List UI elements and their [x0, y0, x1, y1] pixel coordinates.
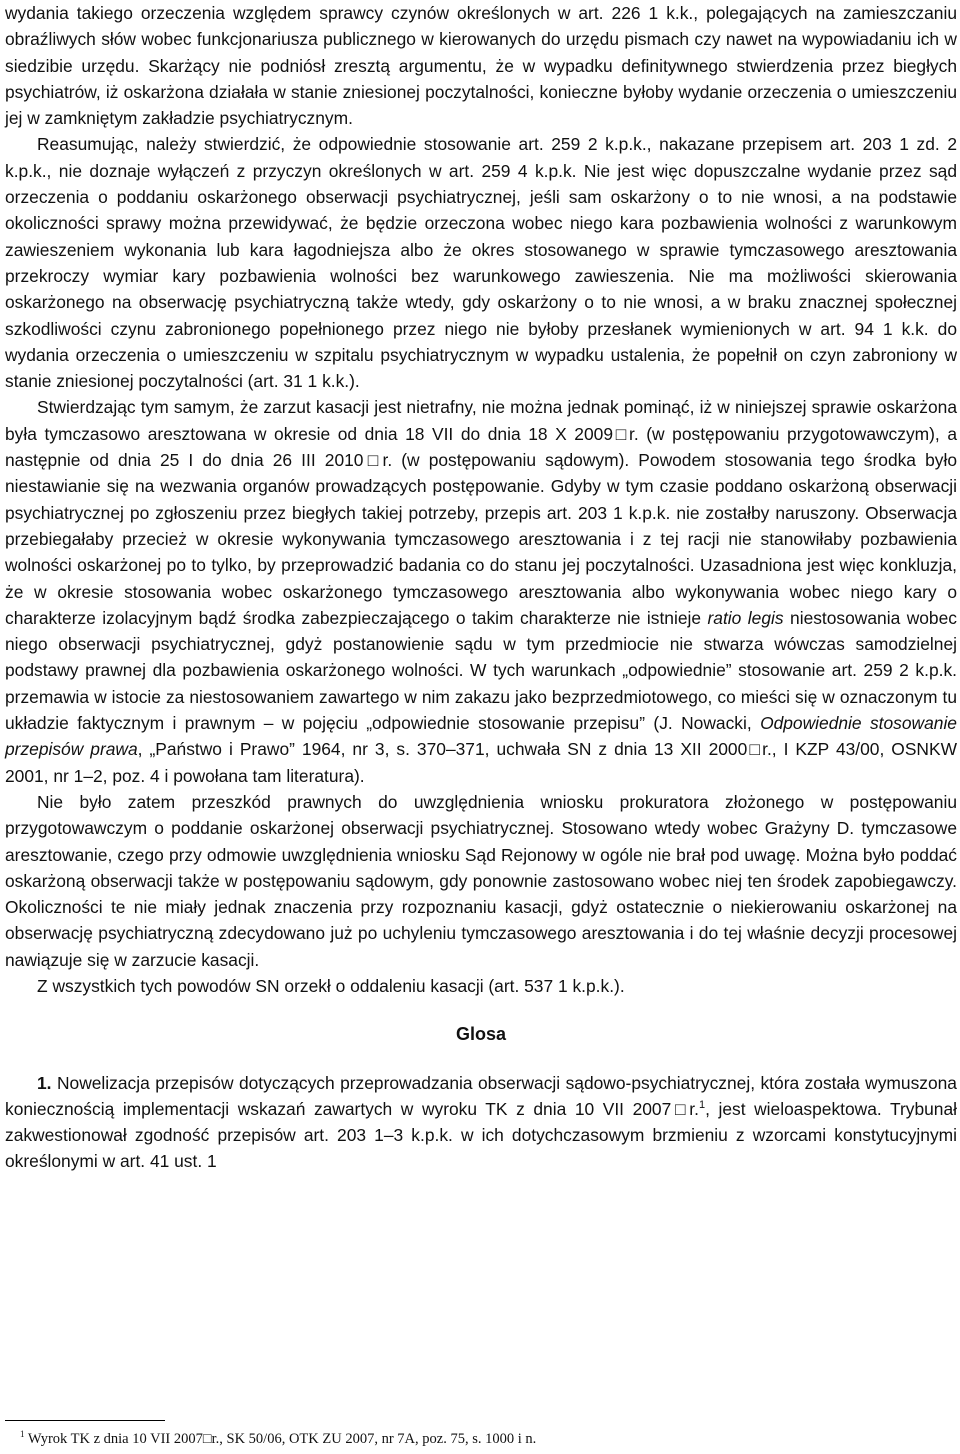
paragraph-2: Reasumując, należy stwierdzić, że odpowiednie stosowanie art. 259 2 k.p.k., nakazane przepisem art. 203 1 zd. 2 k.p.k., nie doznaje wyłączeń z przyczyn określonych w art. 259 4 k.p.k. Nie jest więc dopuszczalne wydanie przez sąd orzeczenia o poddaniu oskarżonego obserwacji psychiatrycznej, jeśli sam oskarżony o to nie wnosi, a na podstawie okoliczności sprawy można przewidywać, że będzie orzeczona wobec niego kara pozbawienia wolności z warunkowym zawieszeniem wykonania lub kara łagodniejsza albo że okres stosowanego w sprawie tymczasowego aresztowania przekroczy wymiar kary pozbawienia wolności bez warunkowego zawieszenia. Nie ma możliwości skierowania oskarżonego na obserwację psychiatryczną także wtedy, gdy oskarżony o to nie wnosi, a w braku znacznej społecznej szkodliwości czynu zabronionego popełnionego przez niego nie byłoby przesłanek wymienionych w art. 94 1 k.k. do wydania orzeczenia o umieszczeniu w szpitalu psychiatrycznym w wypadku ustalenia, że popełnił on czyn zabroniony w stanie zniesionej poczytalności (art. 31 1 k.k.).: [5, 134, 957, 392]
italic-ratio-legis: ratio legis: [707, 607, 784, 628]
paragraph-3-part-a: Stwierdzając tym samym, że zarzut kasacji jest nietrafny, nie można jednak pominąć, iż w niniejszej sprawie oskarżona była tymczasowo aresztowana w okresie od dnia 18 VII do dnia 18 X 2009□r. (w postępowaniu przygotowawczym), a następnie od dnia 25 I do dnia 26 III 2010□r. (w postępowaniu sądowym). Powodem stosowania tego środka było niestawianie się na wezwania organów prowadzących postępowanie. Gdyby w tym czasie poddano oskarżoną obserwacji psychiatrycznej po zgłoszeniu przez biegłych takiej potrzeby, przepis art. 203 1 k.p.k. nie zostałby naruszony. Obserwacja przebiegałaby przecież w okresie wykonywania tymczasowego aresztowania i z tej racji nie stanowiłaby pozbawienia wolności oskarżonej po to tylko, by przeprowadzić badania co do stanu jej poczytalności. Uzasadniona jest więc konkluzja, że w okresie stosowania wobec oskarżonego tymczasowego aresztowania albo wykonywania wobec niego kary o charakterze izolacyjnym bądź środka zabezpieczającego o takim charakterze nie istnieje: [5, 397, 957, 628]
footnote-reference[interactable]: 1: [698, 1099, 706, 1112]
footnote-divider: [5, 1420, 165, 1421]
footnote: [20, 1430, 950, 1448]
paragraph-3: [5, 394, 957, 788]
paragraph-6-part-a: Nowelizacja przepisów dotyczących przeprowadzania obserwacji sądowo-psychiatrycznej, która została wymuszona koniecznością implementacji wskazań zawartych w wyroku TK z dnia 10 VII 2007□r.: [5, 1072, 957, 1119]
paragraph-4: Nie było zatem przeszkód prawnych do uwzględnienia wniosku prokuratora złożonego w postępowaniu przygotowawczym o poddanie oskarżonej obserwacji psychiatrycznej. Stosowano wtedy wobec Grażyny D. tymczasowe aresztowanie, czego przy odmowie uwzględnienia wniosku Sąd Rejonowy w ogóle nie brał pod uwagę. Można było poddać oskarżoną obserwacji także w postępowaniu sądowym, gdy ponownie zastosowano wobec niej ten środek zapobiegawczy. Okoliczności te nie miały jednak znaczenia przy rozpoznaniu kasacji, gdyż ostatecznie o niekierowaniu oskarżonej na obserwację psychiatryczną zdecydowano już po uchyleniu tymczasowego aresztowania i do tej właśnie decyzji procesowej nawiązuje się w zarzucie kasacji.: [5, 791, 957, 970]
paragraph-6: [5, 1070, 957, 1175]
footnote-text: Wyrok TK z dnia 10 VII 2007□r., SK 50/06, OTK ZU 2007, nr 7A, poz. 75, s. 1000 i n.: [27, 1431, 537, 1447]
paragraph-number: 1.: [37, 1072, 52, 1093]
italic-cited-title: Odpowiednie stosowanie przepisów prawa: [5, 713, 957, 760]
document-page: [5, 0, 957, 1175]
paragraph-5: Z wszystkich tych powodów SN orzekł o oddaleniu kasacji (art. 537 1 k.p.k.).: [37, 975, 625, 996]
paragraph-1: wydania takiego orzeczenia względem sprawcy czynów określonych w art. 226 1 k.k., polegających na zamieszczaniu obraźliwych słów wobec funkcjonariusza publicznego w kierowanych do urzędu pismach czy nawet na wypowiadaniu ich w siedzibie urzędu. Skarżący nie podniósł zresztą argumentu, że w wypadku definitywnego stwierdzenia przez biegłych psychiatrów, iż oskarżona działała w stanie zniesionej poczytalności, konieczne byłoby wydanie orzeczenia o umieszczeniu jej w zamkniętym zakładzie psychiatrycznym.: [5, 3, 957, 129]
paragraph-3-part-c: , „Państwo i Prawo” 1964, nr 3, s. 370–371, uchwała SN z dnia 13 XII 2000□r., I KZP 43/00, OSNKW 2001, nr 1–2, poz. 4 i powołana tam literatura).: [5, 739, 957, 786]
footnote-marker: 1: [20, 1429, 25, 1440]
paragraph-6-part-b: , jest wieloaspektowa. Trybunał zakwestionował zgodność przepisów art. 203 1–3 k.p.k. w ich dotychczasowym brzmieniu z wzorcami konstytucyjnymi określonymi w art. 41 ust. 1: [5, 1098, 957, 1172]
section-heading: Glosa: [455, 1024, 507, 1045]
paragraph-3-part-b: niestosowania wobec niego obserwacji psychiatrycznej, gdyż postanowienie sądu w tym przedmiocie nie stwarza wówczas samodzielnej podstawy prawnej dla pozbawienia oskarżonego wolności. W tych warunkach „odpowiednie” stosowanie art. 259 2 k.p.k. przemawia w istocie za niestosowaniem zawartego w nim zakazu jako bezprzedmiotowego, co mieści się w oznaczonym tu układzie faktycznym i prawnym – w pojęciu „odpowiednie stosowanie przepisu” (J. Nowacki,: [5, 607, 957, 734]
